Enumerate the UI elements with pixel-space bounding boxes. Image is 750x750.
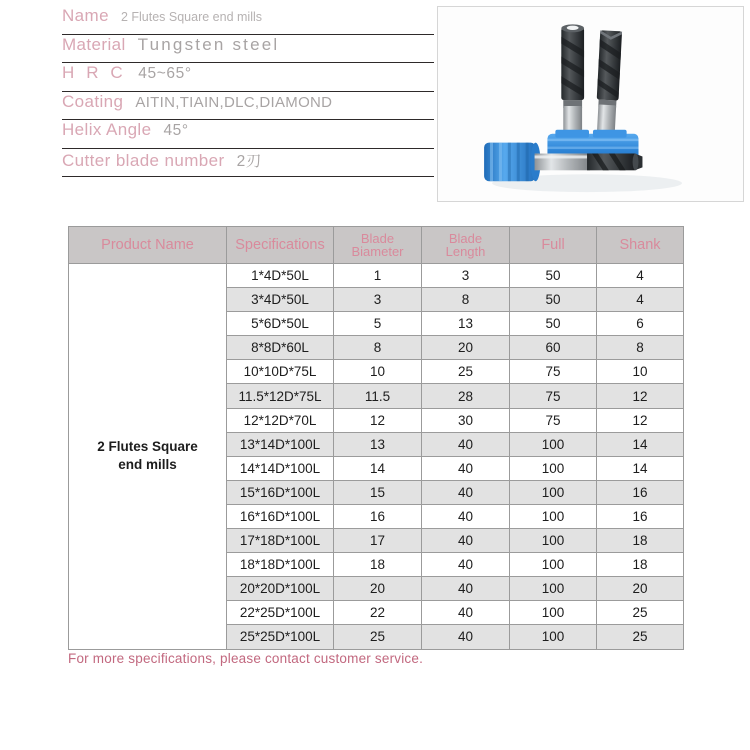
cell-specifications: 25*25D*100L <box>227 625 334 649</box>
cell-blade_diameter: 18 <box>334 553 422 577</box>
spec-row <box>62 120 434 149</box>
cell-specifications: 11.5*12D*75L <box>227 384 334 408</box>
cell-blade_diameter: 1 <box>334 264 422 288</box>
cell-shank: 20 <box>597 577 684 601</box>
column-header-line: Specifications <box>235 236 325 253</box>
cell-full: 100 <box>510 456 597 480</box>
cell-blade_length: 40 <box>422 504 510 528</box>
cell-shank: 16 <box>597 480 684 504</box>
spec-label: Coating <box>62 91 124 111</box>
cell-specifications: 12*12D*70L <box>227 408 334 432</box>
cell-full: 100 <box>510 432 597 456</box>
column-header-line: Product Name <box>101 236 194 253</box>
cell-blade_length: 40 <box>422 577 510 601</box>
spec-row <box>62 6 434 35</box>
cell-blade_diameter: 15 <box>334 480 422 504</box>
cell-blade_diameter: 22 <box>334 601 422 625</box>
product-name-line: 2 Flutes Square <box>97 439 198 455</box>
cell-shank: 4 <box>597 288 684 312</box>
cell-shank: 10 <box>597 360 684 384</box>
cell-blade_length: 3 <box>422 264 510 288</box>
cell-specifications: 10*10D*75L <box>227 360 334 384</box>
cell-blade_diameter: 3 <box>334 288 422 312</box>
column-header-product_name <box>69 227 227 264</box>
cell-shank: 6 <box>597 312 684 336</box>
column-header-blade_length <box>422 227 510 264</box>
cell-blade_diameter: 14 <box>334 456 422 480</box>
cell-full: 100 <box>510 553 597 577</box>
cell-blade_diameter: 12 <box>334 408 422 432</box>
column-header-line: Length <box>445 244 486 259</box>
specification-header-block <box>62 6 434 177</box>
column-header-full <box>510 227 597 264</box>
cell-full: 60 <box>510 336 597 360</box>
column-header-line: Shank <box>619 236 661 253</box>
spec-label: Material <box>62 34 126 54</box>
spec-row <box>62 149 434 178</box>
cell-specifications: 13*14D*100L <box>227 432 334 456</box>
cell-full: 100 <box>510 577 597 601</box>
cell-shank: 16 <box>597 504 684 528</box>
cell-shank: 12 <box>597 384 684 408</box>
customer-service-note: For more specifications, please contact customer service. <box>68 651 424 666</box>
spec-label: Cutter blade number <box>62 150 225 170</box>
spec-value: 2刃 <box>236 152 262 170</box>
product-name-cell <box>69 264 227 650</box>
end-mill-illustration <box>438 7 743 201</box>
cell-blade_length: 40 <box>422 625 510 649</box>
product-photo <box>437 6 744 202</box>
spec-row <box>62 35 434 64</box>
column-header-line: Full <box>541 236 565 253</box>
cell-blade_diameter: 17 <box>334 529 422 553</box>
column-header-shank <box>597 227 684 264</box>
cell-specifications: 15*16D*100L <box>227 480 334 504</box>
cell-blade_length: 40 <box>422 480 510 504</box>
cell-full: 50 <box>510 288 597 312</box>
product-name-line: end mills <box>118 457 177 473</box>
table-body <box>69 264 684 650</box>
cell-specifications: 20*20D*100L <box>227 577 334 601</box>
cell-blade_length: 13 <box>422 312 510 336</box>
spec-value: 45~65° <box>138 65 192 82</box>
spec-label: Helix Angle <box>62 120 152 139</box>
cell-blade_length: 25 <box>422 360 510 384</box>
table-row <box>69 264 684 288</box>
table-header-row <box>69 227 684 264</box>
cell-full: 100 <box>510 625 597 649</box>
cell-full: 75 <box>510 384 597 408</box>
cell-shank: 25 <box>597 625 684 649</box>
cell-blade_length: 28 <box>422 384 510 408</box>
cell-specifications: 8*8D*60L <box>227 336 334 360</box>
cell-blade_diameter: 8 <box>334 336 422 360</box>
cell-blade_length: 40 <box>422 529 510 553</box>
cell-blade_length: 40 <box>422 456 510 480</box>
spec-value: 2 Flutes Square end mills <box>120 10 262 24</box>
cell-blade_length: 40 <box>422 432 510 456</box>
cell-specifications: 18*18D*100L <box>227 553 334 577</box>
cell-blade_diameter: 10 <box>334 360 422 384</box>
cell-specifications: 3*4D*50L <box>227 288 334 312</box>
shank-holder-lying <box>484 143 540 182</box>
cell-shank: 14 <box>597 432 684 456</box>
spec-row <box>62 92 434 121</box>
cell-blade_length: 8 <box>422 288 510 312</box>
cell-shank: 4 <box>597 264 684 288</box>
column-header-line: Blade <box>448 230 483 246</box>
cell-shank: 18 <box>597 553 684 577</box>
cell-full: 100 <box>510 601 597 625</box>
cell-shank: 8 <box>597 336 684 360</box>
column-header-line: Biameter <box>351 244 404 259</box>
cell-specifications: 22*25D*100L <box>227 601 334 625</box>
spec-value: Tungsten steel <box>137 34 280 54</box>
table-header <box>69 227 684 264</box>
spec-value: 45° <box>163 122 189 139</box>
cell-blade_diameter: 13 <box>334 432 422 456</box>
cell-full: 75 <box>510 408 597 432</box>
spec-label: H R C <box>62 63 127 82</box>
cell-blade_length: 30 <box>422 408 510 432</box>
spec-row <box>62 63 434 92</box>
spec-value: AITIN,TIAIN,DLC,DIAMOND <box>135 93 333 111</box>
cell-blade_diameter: 11.5 <box>334 384 422 408</box>
cell-full: 75 <box>510 360 597 384</box>
cell-blade_length: 40 <box>422 553 510 577</box>
cell-specifications: 17*18D*100L <box>227 529 334 553</box>
cell-blade_diameter: 25 <box>334 625 422 649</box>
cell-specifications: 14*14D*100L <box>227 456 334 480</box>
cell-blade_length: 20 <box>422 336 510 360</box>
column-header-specifications <box>227 227 334 264</box>
cell-specifications: 5*6D*50L <box>227 312 334 336</box>
cell-full: 100 <box>510 480 597 504</box>
cell-full: 50 <box>510 264 597 288</box>
cell-specifications: 16*16D*100L <box>227 504 334 528</box>
end-mill-standing-left <box>561 24 584 138</box>
specification-table <box>68 226 684 650</box>
cell-full: 100 <box>510 529 597 553</box>
column-header-line: Blade <box>360 230 395 246</box>
cell-shank: 25 <box>597 601 684 625</box>
cell-blade_diameter: 16 <box>334 504 422 528</box>
cell-blade_length: 40 <box>422 601 510 625</box>
cell-shank: 18 <box>597 529 684 553</box>
spec-label: Name <box>62 6 109 25</box>
cell-full: 50 <box>510 312 597 336</box>
cell-blade_diameter: 20 <box>334 577 422 601</box>
cell-shank: 14 <box>597 456 684 480</box>
column-header-blade_diameter <box>334 227 422 264</box>
cell-blade_diameter: 5 <box>334 312 422 336</box>
cell-shank: 12 <box>597 408 684 432</box>
cell-specifications: 1*4D*50L <box>227 264 334 288</box>
cell-full: 100 <box>510 504 597 528</box>
